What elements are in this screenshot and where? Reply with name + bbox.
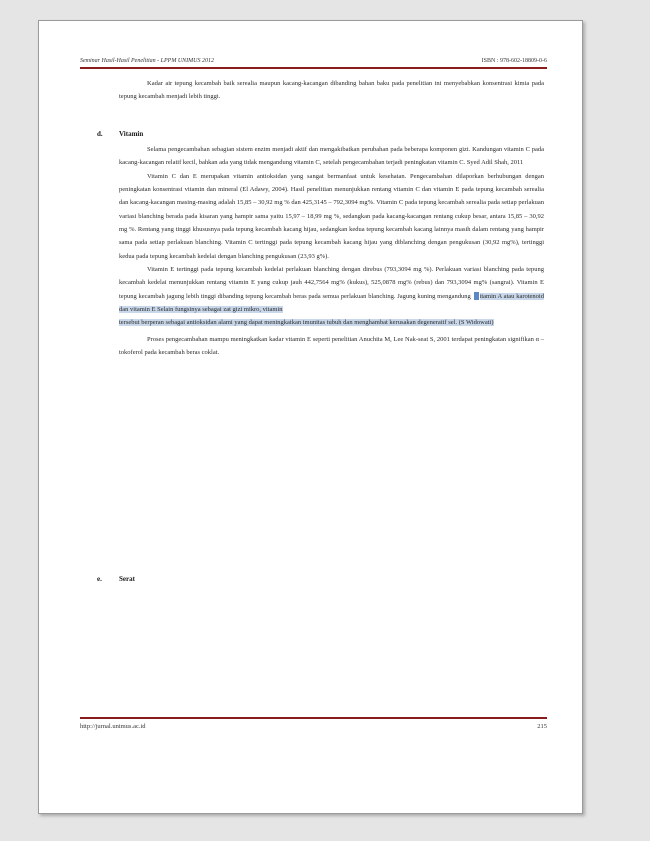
section-e-title: Serat — [119, 575, 135, 583]
page-footer — [80, 723, 547, 730]
vitamin-paragraph-1: Selama pengecambahan sebagian sistem enzim menjadi aktif dan mengakibatkan perubahan pada beberapa komponen gizi. Kandungan vitamin C pada kacang-kacangan relatif kecil, bahkan ada yang tidak mengandung vitamin C, setelah pengecambahan terjadi peningkatan vitamin C. Syed Adil Shah, 2011 — [119, 146, 544, 167]
section-d-title: Vitamin — [119, 130, 144, 138]
page-number: 215 — [537, 723, 547, 730]
running-header — [80, 58, 547, 64]
section-e-heading — [97, 575, 135, 583]
running-header-title: Seminar Hasil-Hasil Penelitian - LPPM UNIMUS 2012 — [80, 58, 214, 64]
section-d-heading — [97, 130, 143, 138]
intro-paragraph: Kadar air tepung kecambah baik serealia maupun kacang-kacangan dibanding bahan baku pada penelitian ini menyebabkan konsentrasi kimia pada tepung kecambah menjadi lebih tinggi. — [119, 80, 544, 101]
vitamin-paragraph-2: Vitamin C dan E merupakan vitamin antioksidan yang sangat bermanfaat untuk kesehatan. Pengecambahan dilaporkan berhubungan dengan peningkatan konsentrasi vitamin dan mineral (El Adawy, 2004). Hasil penelitian menunjukkan rentang vitamin C dan vitamin E pada tepung kecambah serealia dan kacang-kacangan masing-masing adalah 15,85 – 30,92 mg % dan 425,3145 – 792,3094 mg%. Vitamin C pada tepung kecambah serealia pada setiap perlakuan variasi blanching berada pada kisaran yang hampir sama yaitu 15,97 – 18,99 mg %, sedangkan pada kacang-kacangan rentang cukup besar, antara 15,85 – 30,92 mg %. Rentang yang tinggi khususnya pada tepung kecambah kacang hijau, sedangkan kedua tepung kecambah kacang lainnya masih dalam rentang yang hampir sama pada setiap perlakuan blanching. Vitamin C tertinggi pada tepung kecambah kacang hijau yang diblanching dengan pengukusan (30,92 mg%), tertinggi kedua pada tepung kecambah kedelai dengan blanching pengukusan (23,93 g%). — [119, 172, 544, 260]
text-cursor — [474, 292, 479, 300]
section-d-body — [119, 143, 544, 360]
vitamin-paragraph-5: Proses pengecambahan mampu meningkatkan kadar vitamin E seperti penelitian Anuchita M, Lee Nak-seat S, 2001 terdapat peningkatan signifikan α – tokoferol pada kecambah beras coklat. — [119, 335, 544, 357]
footer-rule — [80, 717, 547, 719]
section-d-letter: d. — [97, 130, 103, 138]
selected-text-continued[interactable]: tersebut berperan sebagai antioksidan alami yang dapat meningkatkan imunitas tubuh dan menghambat kerusakan degeneratif sel. (S Widowati) — [119, 319, 494, 327]
document-page — [38, 20, 583, 814]
vitamin-paragraph-3: Vitamin E tertinggi pada tepung kecambah kedelai perlakuan blanching dengan direbus (793,3094 mg %). Perlakuan variasi blanching pada tepung kecambah kedelai menunjukkan rentang vitamin E yang cukup jauh 442,7564 mg% (kukus), 525,0878 mg% (rebus) dan 793,3094 mg% (sangrai). Vitamin E tepung kecambah jagung lebih tinggi dibanding tepung kecambah beras pada semua perlakuan blanching. Jagung kuning mengandung itamin A atau karotenoid dan vitamin E Selain fungsinya sebagai zat gizi mikro, vitamin — [119, 266, 544, 314]
vitamin-paragraph-4 — [119, 316, 544, 329]
header-rule — [80, 67, 547, 69]
section-e-letter: e. — [97, 575, 102, 583]
selected-text[interactable]: itamin A atau karotenoid dan vitamin E Selain fungsinya sebagai zat gizi mikro, vitamin — [119, 292, 544, 314]
running-header-isbn: ISBN : 978-602-18809-0-6 — [481, 58, 547, 64]
footer-url[interactable]: http://jurnal.unimus.ac.id — [80, 723, 146, 730]
